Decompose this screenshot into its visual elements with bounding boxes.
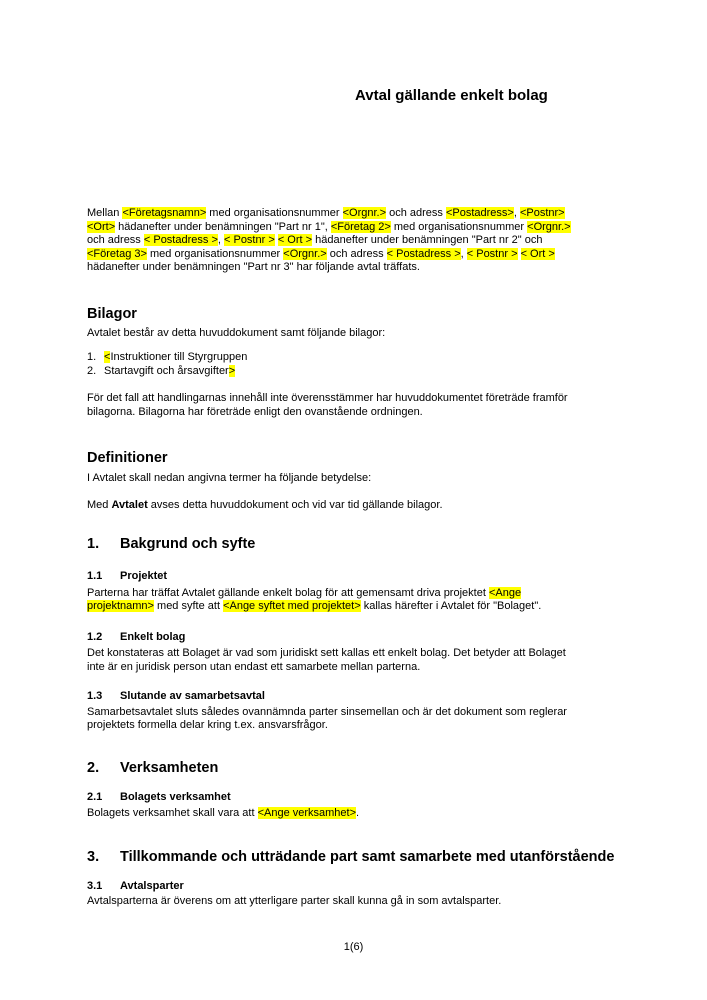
subsection-title: Slutande av samarbetsavtal [120,690,265,702]
section-title: Verksamheten [120,759,219,776]
document-title: Avtal gällande enkelt bolag [355,87,548,104]
subsection-body-1-2: Det konstateras att Bolaget är vad som juridiskt sett kallas ett enkelt bolag. Det betyder att Bolaget inte är en juridisk person utan endast ett samarbete mellan parterna. [87,647,566,673]
subsection-number: 1.1 [87,570,103,582]
bilagor-lead: Avtalet består av detta huvuddokument samt följande bilagor: [87,326,386,339]
bilagor-note: För det fall att handlingarnas innehåll inte överensstämmer har huvuddokumentet företräde framför bilagorna. Bilagorna har företräde enligt den ovanstående ordningen. [87,392,568,418]
attachment-list-item [87,365,652,379]
attachment-item-number: 1. [87,351,97,363]
subsection-body-1-1: Parterna har träffat Avtalet gällande enkelt bolag för att gemensamt driva projektet <Ange projektnamn> med syfte att <Ange syftet med projektet> kallas härefter i Avtalet för "Bolaget". [87,586,542,612]
subsection-body-2-1: Bolagets verksamhet skall vara att <Ange verksamhet>. [87,807,360,819]
document-content [87,0,652,909]
subsection-title: Avtalsparter [120,879,184,892]
subsection-heading-2-1 [87,791,652,805]
section-heading-1 [87,536,652,553]
subsection-heading-3-1 [87,880,652,894]
section-number: 2. [87,759,100,776]
subsection-heading-1-3 [87,690,652,704]
subsection-body-1-3: Samarbetsavtalet sluts således ovannämnda parter sinsemellan och är det dokument som reglerar projektets formella delar kring t.ex. ansvarsfrågor. [87,705,567,731]
subsection-heading-1-1 [87,570,652,584]
section-heading-3 [87,849,652,866]
section-number: 3. [87,848,100,865]
attachment-item-number: 2. [87,364,97,377]
page-number: 1(6) [343,941,364,953]
subsection-number: 3.1 [87,879,103,892]
subsection-number: 1.2 [87,630,103,643]
intro-paragraph: Mellan <Företagsnamn> med organisationsnummer <Orgnr.> och adress <Postadress>, <Postnr> <Ort> hädanefter under benämningen "Part nr 1", <Företag 2> med organisationsnummer <Orgnr.> och adress < Postadress >, < Postnr > < Ort > hädanefter under benämningen "Part nr 2" och <Företag 3> med organisationsnummer <Orgnr.> och adress < Postadress >, < Postnr > < Ort > hädanefter under benämningen "Part nr 3" har följande avtal träffats. [87,207,571,273]
section-number: 1. [87,536,100,552]
definitioner-heading: Definitioner [87,450,168,466]
subsection-heading-1-2 [87,631,652,645]
subsection-title: Projektet [120,570,168,582]
section-heading-2 [87,760,652,777]
section-title: Tillkommande och utträdande part samt samarbete med utanförstående [120,848,615,865]
subsection-body-3-1: Avtalsparterna är överens om att ytterligare parter skall kunna gå in som avtalsparter. [87,895,502,907]
attachment-item-text: Startavgift och årsavgifter> [104,364,236,377]
attachment-list-item [87,351,652,365]
attachment-item-text: <Instruktioner till Styrgruppen [104,351,248,363]
attachment-list [87,351,652,378]
subsection-number: 2.1 [87,790,103,803]
section-title: Bakgrund och syfte [120,536,256,552]
bilagor-heading: Bilagor [87,305,137,322]
subsection-title: Enkelt bolag [120,630,186,643]
definitioner-body: Med Avtalet avses detta huvuddokument och vid var tid gällande bilagor. [87,498,443,511]
subsection-title: Bolagets verksamhet [120,790,231,803]
subsection-number: 1.3 [87,690,103,702]
definitioner-lead: I Avtalet skall nedan angivna termer ha följande betydelse: [87,472,372,484]
